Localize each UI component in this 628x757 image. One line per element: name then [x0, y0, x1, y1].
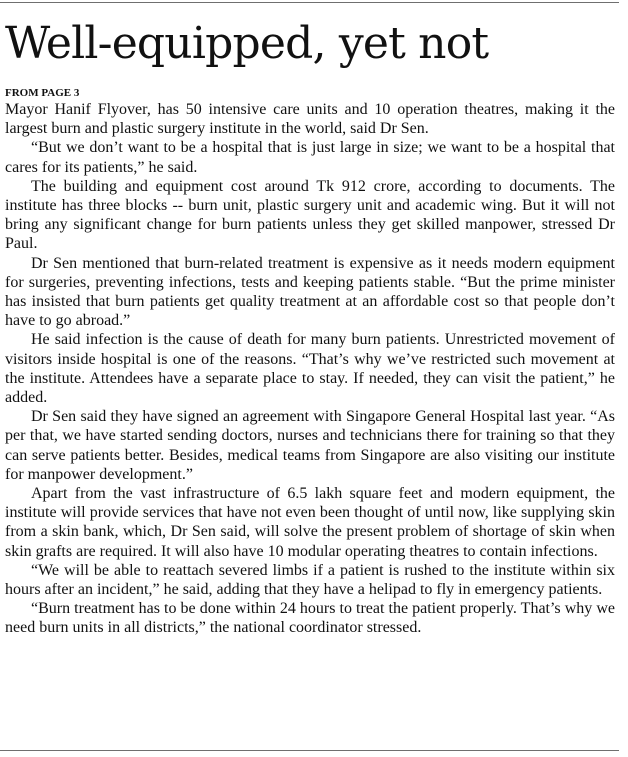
article-paragraph: Dr Sen mentioned that burn-related treatment is expensive as it needs modern equipment for surgeries, preventing infections, tests and keeping patients stable. “But the prime minister has insisted that burn patients get quality treatment at an affordable cost so that people don’t have to go abroad.”	[5, 254, 615, 330]
article-paragraph: Mayor Hanif Flyover, has 50 intensive care units and 10 operation theatres, making it the largest burn and plastic surgery institute in the world, said Dr Sen.	[5, 101, 615, 138]
headline: Well-equipped, yet not	[5, 18, 489, 69]
article-paragraph: “We will be able to reattach severed limbs if a patient is rushed to the institute within six hours after an incident,” he said, adding that they have a helipad to fly in emergency patients.	[5, 561, 615, 599]
article-paragraph: “But we don’t want to be a hospital that is just large in size; we want to be a hospital that cares for its patients,” he said.	[5, 139, 615, 176]
article-body	[5, 100, 615, 638]
article-paragraph: Dr Sen said they have signed an agreement with Singapore General Hospital last year. “As per that, we have started sending doctors, nurses and technicians there for training so that they can serve patients better. Besides, medical teams from Singapore are also visiting our institute for manpower development.”	[5, 408, 615, 483]
bottom-rule	[0, 750, 619, 751]
article-paragraph: He said infection is the cause of death for many burn patients. Unrestricted movement of visitors inside hospital is one of the reasons. “That’s why we’ve restricted such movement at the institute. Attendees have a separate place to stay. If needed, they can visit the patient,” he added.	[5, 331, 615, 407]
continued-from-label: FROM PAGE 3	[5, 87, 80, 99]
article-paragraph: Apart from the vast infrastructure of 6.5 lakh square feet and modern equipment, the institute will provide services that have not even been thought of until now, like supplying skin from a skin bank, which, Dr Sen said, will solve the present problem of shortage of skin when skin grafts are required. It will also have 10 modular operating theatres to contain infections.	[5, 485, 615, 560]
article-paragraph: The building and equipment cost around Tk 912 crore, according to documents. The institute has three blocks -- burn unit, plastic surgery unit and academic wing. But it will not bring any significant change for burn patients unless they get skilled manpower, stressed Dr Paul.	[5, 177, 615, 253]
article-paragraph: “Burn treatment has to be done within 24 hours to treat the patient properly. That’s why we need burn units in all districts,” the national coordinator stressed.	[5, 600, 615, 637]
top-rule	[0, 2, 619, 3]
